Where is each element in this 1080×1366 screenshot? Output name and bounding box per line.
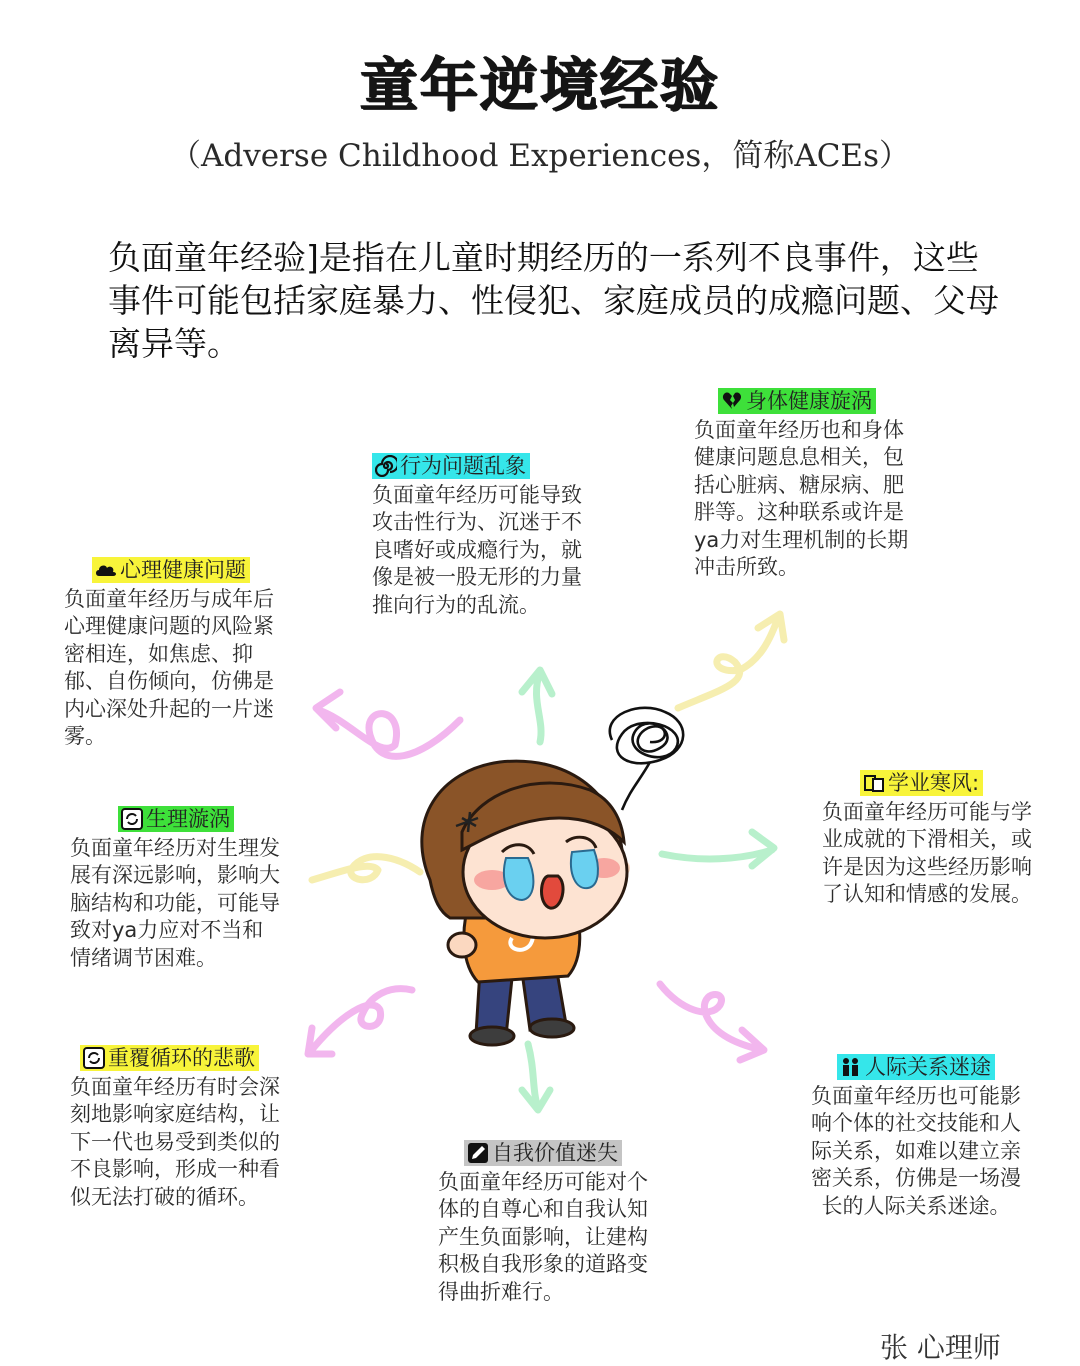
people-icon <box>840 1056 862 1078</box>
section-heading-physical: 身体健康旋涡 <box>718 388 876 414</box>
section-repeated-cycle <box>70 1045 282 1211</box>
page-title: 童年逆境经验 <box>359 51 720 119</box>
section-text-physiological: 负面童年经历对生理发展有深远影响，影响大脑结构和功能，可能导致对ya力应对不当和情绪调节困难。 <box>70 835 280 970</box>
arrow-mid-left <box>312 857 420 880</box>
section-physiological <box>70 806 280 972</box>
section-physical-health <box>694 388 912 582</box>
section-heading-relationships: 人际关系迷途 <box>837 1054 995 1080</box>
arrow-left <box>316 692 460 756</box>
page-subtitle: （Adverse Childhood Experiences，简称ACEs） <box>170 138 910 174</box>
spiral-icon <box>375 455 397 477</box>
section-mental-health <box>64 557 276 751</box>
cycle-icon <box>121 808 143 830</box>
section-heading-academic: 学业寒风: <box>860 770 983 796</box>
crying-girl <box>422 761 627 1045</box>
arrow-down-left <box>308 989 412 1054</box>
arrow-up <box>522 670 552 742</box>
section-heading-self-worth: 自我价值迷失 <box>464 1140 622 1166</box>
arrow-up-right <box>678 614 784 708</box>
pencil-icon <box>467 1142 489 1164</box>
arrow-down-right <box>660 984 764 1060</box>
cloud-icon <box>95 559 117 581</box>
intro-paragraph: 负面童年经验]是指在儿童时期经历的一系列不良事件，这些事件可能包括家庭暴力、性侵犯、家庭成员的成瘾问题、父母离异等。 <box>108 238 999 363</box>
section-text-behavior: 负面童年经历可能导致攻击性行为、沉迷于不良嗜好或成瘾行为，就像是被一股无形的力量推向行为的乱流。 <box>372 482 582 617</box>
section-text-self-worth: 负面童年经历可能对个体的自尊心和自我认知产生负面影响，让建构积极自我形象的道路变得曲折难行。 <box>438 1169 648 1304</box>
books-icon <box>863 772 885 794</box>
section-behavior-problems <box>372 453 584 619</box>
arrow-right <box>662 832 774 866</box>
section-text-physical: 负面童年经历也和身体健康问题息息相关，包括心脏病、糖尿病、肥胖等。这种联系或许是ya力对生理机制的长期冲击所致。 <box>694 417 909 579</box>
section-text-mental: 负面童年经历与成年后心理健康问题的风险紧密相连，如焦虑、抑郁、自伤倾向，仿佛是内心深处升起的一片迷雾。 <box>64 586 274 748</box>
section-text-academic: 负面童年经历可能与学业成就的下滑相关，或许是因为这些经历影响了认知和情感的发展。 <box>822 799 1032 906</box>
author-watermark: 张 心理师 <box>880 1331 1001 1364</box>
section-relationships <box>810 1054 1022 1220</box>
scribble-cloud <box>610 708 683 810</box>
section-text-relationships: 负面童年经历也可能影响个体的社交技能和人际关系，如难以建立亲密关系，仿佛是一场漫长的人际关系迷途。 <box>811 1083 1021 1218</box>
section-text-cycle: 负面童年经历有时会深刻地影响家庭结构，让下一代也易受到类似的不良影响，形成一种看似无法打破的循环。 <box>70 1074 280 1209</box>
section-heading-mental: 心理健康问题 <box>92 557 250 583</box>
section-heading-cycle: 重覆循环的悲歌 <box>80 1045 259 1071</box>
broken-heart-icon <box>721 390 743 412</box>
arrow-down <box>522 1044 550 1110</box>
repeat-icon <box>83 1047 105 1069</box>
section-self-worth <box>438 1140 648 1306</box>
section-academic <box>822 770 1032 909</box>
section-heading-behavior: 行为问题乱象 <box>372 453 530 479</box>
section-heading-physiological: 生理漩涡 <box>118 806 234 832</box>
